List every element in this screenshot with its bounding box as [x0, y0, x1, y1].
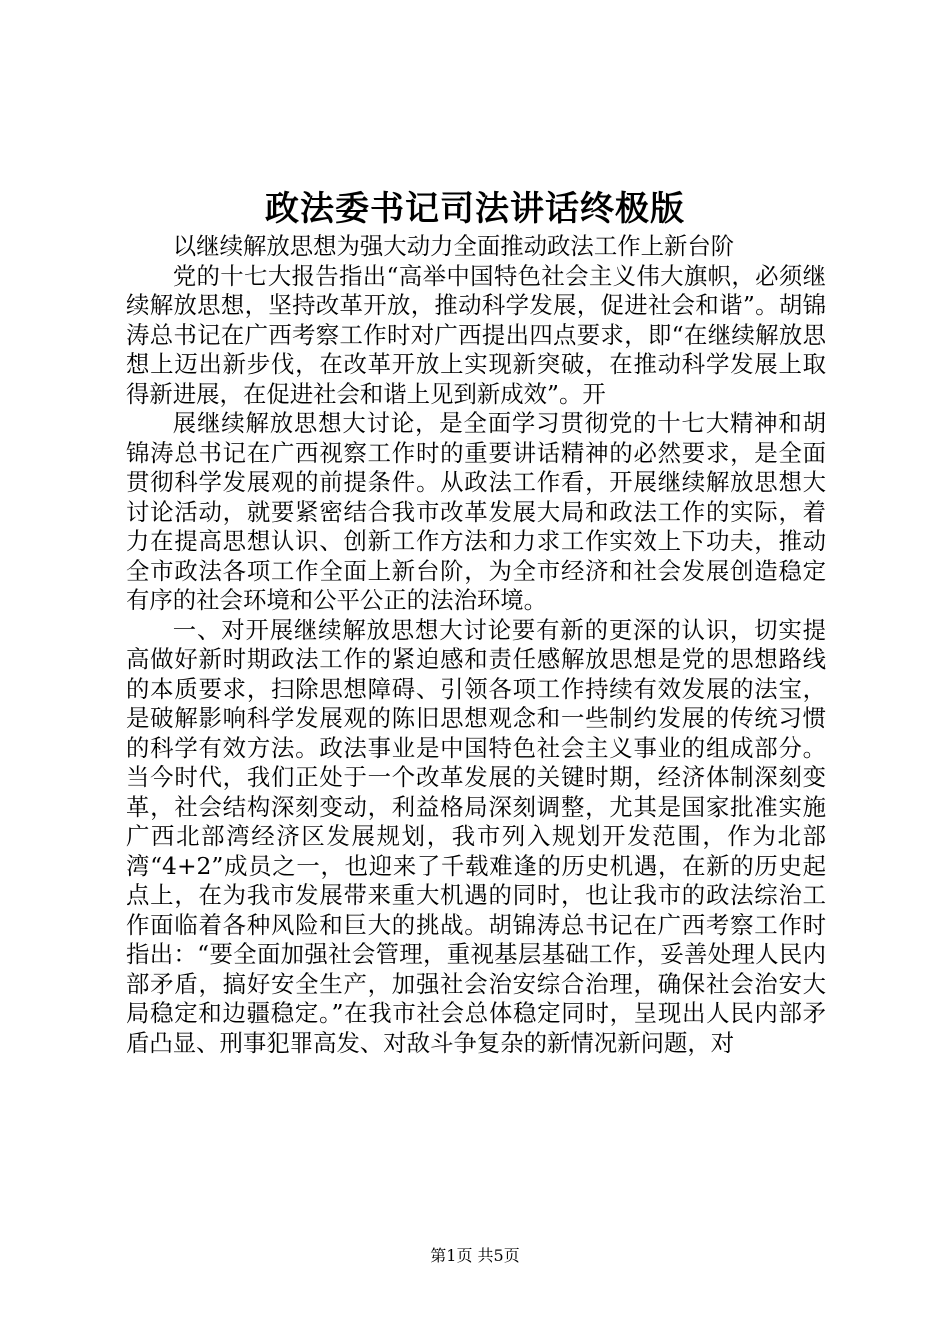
- document-body: [126, 232, 826, 1058]
- body-paragraph: 展继续解放思想大讨论，是全面学习贯彻党的十七大精神和胡锦涛总书记在广西视察工作时的重要讲话精神的必然要求，是全面贯彻科学发展观的前提条件。从政法工作看，开展继续解放思想大讨论活动，就要紧密结合我市改革发展大局和政法工作的实际，着力在提高思想认识、创新工作方法和力求工作实效上下功夫，推动全市政法各项工作全面上新台阶，为全市经济和社会发展创造稳定有序的社会环境和公平公正的法治环境。: [126, 409, 826, 614]
- body-paragraph: 一、对开展继续解放思想大讨论要有新的更深的认识，切实提高做好新时期政法工作的紧迫感和责任感解放思想是党的思想路线的本质要求，扫除思想障碍、引领各项工作持续有效发展的法宝，是破解影响科学发展观的陈旧思想观念和一些制约发展的传统习惯的科学有效方法。政法事业是中国特色社会主义事业的组成部分。当今时代，我们正处于一个改革发展的关键时期，经济体制深刻变革，社会结构深刻变动，利益格局深刻调整，尤其是国家批准实施广西北部湾经济区发展规划，我市列入规划开发范围，作为北部湾“4+2”成员之一，也迎来了千载难逢的历史机遇，在新的历史起点上，在为我市发展带来重大机遇的同时，也让我市的政法综治工作面临着各种风险和巨大的挑战。胡锦涛总书记在广西考察工作时指出：“要全面加强社会管理，重视基层基础工作，妥善处理人民内部矛盾，搞好安全生产，加强社会治安综合治理，确保社会治安大局稳定和边疆稳定。”在我市社会总体稳定同时，呈现出人民内部矛盾凸显、刑事犯罪高发、对敌斗争复杂的新情况新问题，对: [126, 615, 826, 1057]
- body-paragraph: 党的十七大报告指出“高举中国特色社会主义伟大旗帜，必须继续解放思想，坚持改革开放，推动科学发展，促进社会和谐”。胡锦涛总书记在广西考察工作时对广西提出四点要求，即“在继续解放思想上迈出新步伐，在改革开放上实现新突破，在推动科学发展上取得新进展，在促进社会和谐上见到新成效”。开: [126, 261, 826, 408]
- document-title: 政法委书记司法讲话终极版: [265, 189, 685, 229]
- page-number-footer: 第1页 共5页: [430, 1246, 520, 1265]
- subtitle-paragraph: 以继续解放思想为强大动力全面推动政法工作上新台阶: [172, 232, 735, 260]
